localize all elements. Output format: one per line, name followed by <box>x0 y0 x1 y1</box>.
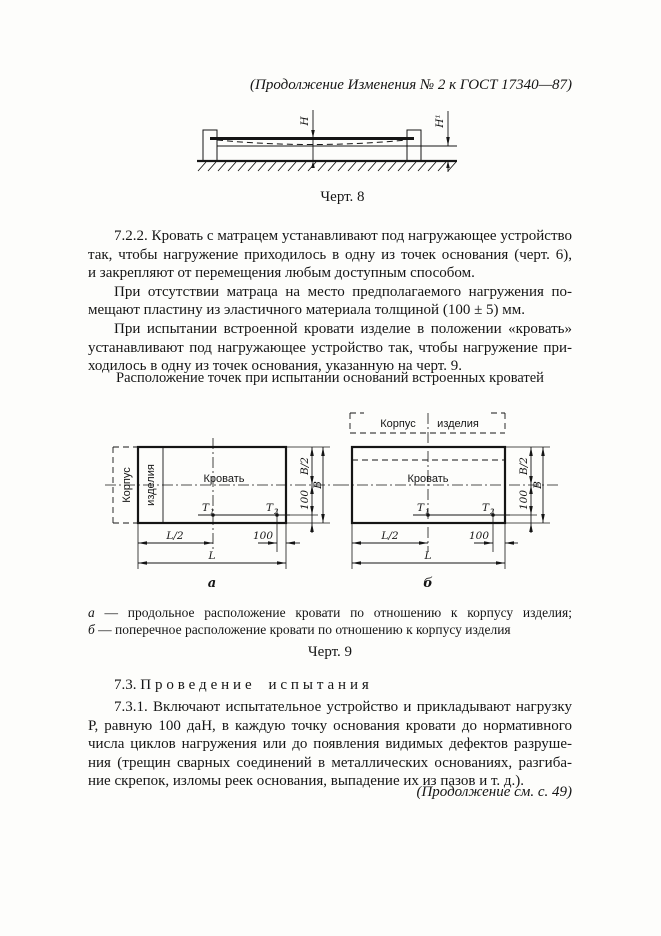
dim-l2-a: L/2 <box>166 530 184 542</box>
t1-sub-b: 1 <box>425 508 430 516</box>
dim-100v-a: 100 <box>299 489 311 511</box>
text-line: ния (трещин сварных соединений в металлических основаниях, разгиба- <box>88 754 572 771</box>
bed-label-b: Кровать <box>407 473 449 485</box>
text-line: При отсутствии матраца на место предполагаемого нагружения по- <box>114 283 572 300</box>
fig9-caption: Черт. 9 <box>307 644 353 660</box>
right-post <box>407 130 421 161</box>
fig9-diagrams <box>100 405 575 600</box>
legend-text-b: — поперечное расположение кровати по отношению к корпусу изделия <box>98 621 511 637</box>
paragraph-7-3-1 <box>88 698 572 791</box>
t2-label-a: T <box>265 502 273 514</box>
section-title: Проведение испытания <box>140 677 373 693</box>
izdeliya-label-b: изделия <box>437 418 479 430</box>
section-number: 7.3. <box>114 677 137 693</box>
continuation-header: (Продолжение Изменения № 2 к ГОСТ 17340—87) <box>250 77 572 93</box>
paragraph-7-2-2 <box>88 227 572 376</box>
dim-b-a: B <box>312 481 324 489</box>
text-line: мещают пластину из эластичного материала толщиной (100 ± 5) мм. <box>88 302 526 319</box>
text-line: так, чтобы нагружение приходилось в одну из точек основания (черт. 6), <box>88 246 572 263</box>
legend-key-b: б <box>88 621 95 637</box>
continuation-footer: (Продолжение см. с. 49) <box>416 784 572 800</box>
text-line: Р, равную 100 даН, в каждую точку основания кровати до нормативного <box>88 717 572 734</box>
text-line: ходилось в одну из точек основания, указанную на черт. 9. <box>88 358 462 375</box>
t1-label-b: T <box>416 502 424 514</box>
h1-arrow-down <box>446 137 450 146</box>
section-7-3-heading <box>88 677 572 694</box>
text-line: числа циклов нагружения или до появления видимых дефектов разруше- <box>88 736 572 753</box>
t1-sub-a: 1 <box>210 508 215 516</box>
dim-b2-a: B/2 <box>299 457 311 475</box>
t2-sub-a: 2 <box>274 508 279 516</box>
fig8-caption: Черт. 8 <box>320 189 365 205</box>
izdeliya-label-a: изделия <box>145 464 157 506</box>
corpus-dashed-outline-b <box>350 413 505 433</box>
t1-label-a: T <box>201 502 209 514</box>
legend-key-a: а <box>88 605 95 620</box>
residual-label: H¹ <box>434 114 446 128</box>
fig9-title: Расположение точек при испытании оснований встроенных кроватей <box>116 370 544 386</box>
bed-label-a: Кровать <box>203 473 245 485</box>
t2-sub-b: 2 <box>490 508 495 516</box>
diagram-a <box>105 438 338 591</box>
dim-l2-b: L/2 <box>381 530 399 542</box>
text-line: 7.3.1. Включают испытательное устройство и прикладывают нагрузку <box>114 699 572 715</box>
korpus-label-b: Корпус <box>380 418 416 430</box>
legend-text-a: — продольное расположение кровати по отношению к корпусу изделия; <box>104 605 572 620</box>
diagram-b <box>338 413 558 591</box>
left-post <box>203 130 217 161</box>
dim-b2-b: B/2 <box>518 457 530 475</box>
dim-l-a: L <box>208 550 216 562</box>
text-line: и закрепляют от перемещения любым доступным способом. <box>88 265 475 282</box>
dim-100v-b: 100 <box>518 489 530 511</box>
legend-line-a <box>88 605 572 622</box>
dim-b-b: B <box>532 481 544 489</box>
text-line: При испытании встроенной кровати изделие в положении «кровать» <box>114 320 572 337</box>
load-arrow-down <box>311 130 315 138</box>
t2-label-b: T <box>481 502 489 514</box>
dim-100h-b: 100 <box>468 530 490 542</box>
legend-line-b <box>88 622 572 639</box>
text-line: ние скрепок, изломы реек основания, выпадение их из пазов и т. д.). <box>88 773 525 790</box>
fig8-drawing <box>150 104 535 186</box>
diagram-a-label: а <box>207 576 217 591</box>
text-line: 7.2.2. Кровать с матрацем устанавливают под нагружающее устройство <box>114 228 572 244</box>
deflection-curve <box>217 140 407 145</box>
dim-100h-a: 100 <box>252 530 274 542</box>
korpus-label-a: Корпус <box>121 467 133 503</box>
fig9-legend <box>88 605 572 638</box>
diagram-b-label: б <box>423 576 433 591</box>
ground-hatching <box>198 162 456 171</box>
dim-l-b: L <box>424 550 432 562</box>
text-line: устанавливают под нагружающее устройство так, чтобы нагружение при- <box>88 339 572 356</box>
load-label: H <box>299 116 311 126</box>
